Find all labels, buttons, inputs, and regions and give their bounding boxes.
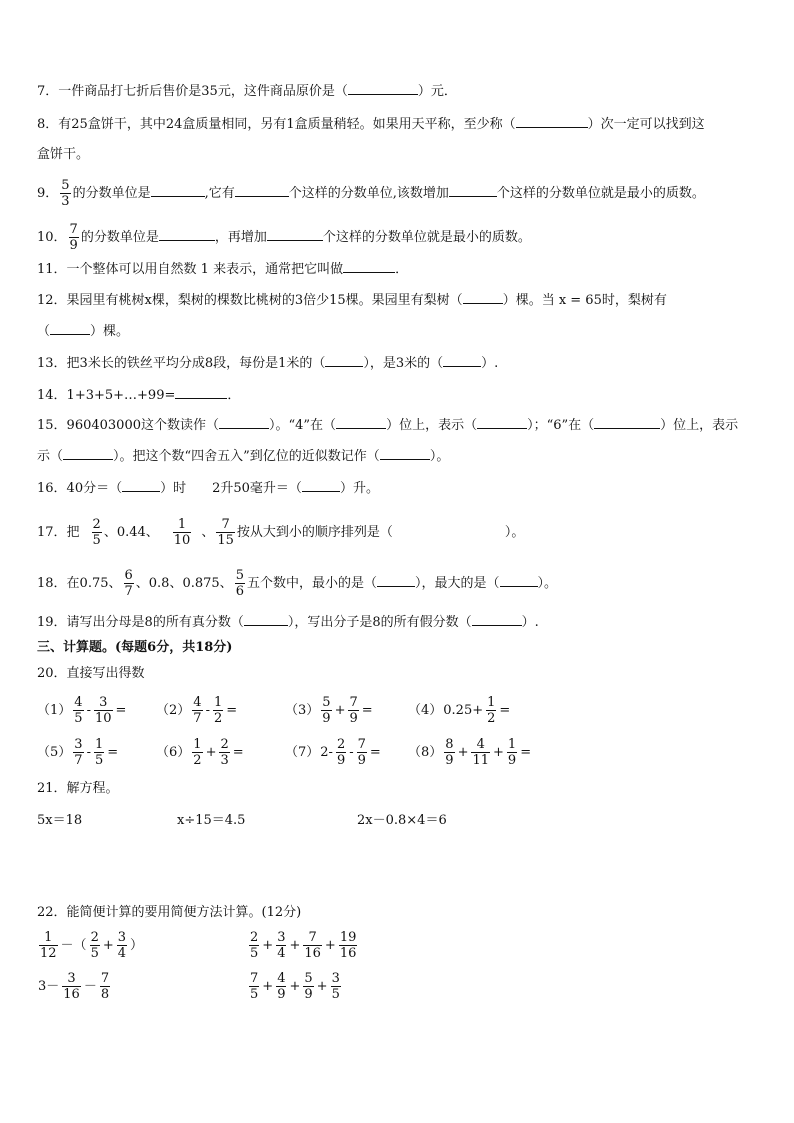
fraction: $\frac{1}{2}$ bbox=[213, 695, 223, 726]
fraction: $\frac{5}{3}$ bbox=[61, 178, 70, 209]
answer-blank[interactable] bbox=[267, 227, 323, 241]
mental-math-item: （8） $\frac{8}{9}$ + $\frac{4}{11}$ + $\frac{1}{9}$ = bbox=[408, 737, 532, 768]
question-15-line2: 示（ ）。把这个数“四舍五入”到亿位的近似数记作（ ）。 bbox=[37, 446, 449, 467]
question-13: 13．把3米长的铁丝平均分成8段，每份是1米的（ ），是3米的（ ）. bbox=[37, 353, 498, 374]
mental-math-item: （3） $\frac{5}{9}$ + $\frac{7}{9}$ = bbox=[285, 695, 373, 726]
mental-math-item: （2） $\frac{4}{7}$ - $\frac{1}{2}$ = bbox=[156, 695, 238, 726]
answer-blank[interactable] bbox=[50, 321, 90, 335]
equation-2: x÷15＝4.5 bbox=[177, 813, 246, 828]
calc-expression-2: $\frac{2}{5}$ + $\frac{3}{4}$ + $\frac{7}{16}$ + $\frac{19}{16}$ bbox=[250, 930, 357, 961]
question-12-line2: （ ）棵。 bbox=[37, 321, 129, 342]
answer-blank[interactable] bbox=[219, 415, 269, 429]
answer-blank[interactable] bbox=[377, 573, 415, 587]
fraction: $\frac{1}{5}$ bbox=[94, 737, 104, 768]
question-12: 12．果园里有桃树x棵，梨树的棵数比桃树的3倍少15棵。果园里有梨树（ ）棵。当 x = 65时，梨树有 bbox=[37, 290, 667, 311]
question-15: 15．960403000这个数读作（ ）。“4”在（ ）位上，表示（ ）；“6”在（ ）位上，表示 bbox=[37, 415, 738, 436]
question-7: 7．一件商品打七折后售价是35元，这件商品原价是（ ）元． bbox=[37, 81, 457, 102]
answer-blank[interactable] bbox=[380, 446, 430, 460]
question-9: 9． $\frac{5}{3}$ 的分数单位是 ,它有 个这样的分数单位,该数增加 个这样的分数单位就是最小的质数。 bbox=[37, 178, 705, 209]
fraction: $\frac{1}{10}$ bbox=[173, 517, 191, 548]
fraction: $\frac{2}{9}$ bbox=[336, 737, 346, 768]
answer-blank[interactable] bbox=[516, 114, 588, 128]
question-20-title: 20．直接写出得数 bbox=[37, 666, 145, 681]
answer-blank[interactable] bbox=[594, 415, 660, 429]
answer-blank[interactable] bbox=[244, 612, 288, 626]
answer-blank[interactable] bbox=[63, 446, 113, 460]
answer-blank[interactable] bbox=[477, 415, 527, 429]
question-10: 10． $\frac{7}{9}$ 的分数单位是 ，再增加 个这样的分数单位就是最小的质数。 bbox=[37, 222, 531, 253]
calc-expression-3: 3－ $\frac{3}{16}$ － $\frac{7}{8}$ bbox=[38, 971, 110, 1002]
fraction: $\frac{7}{15}$ bbox=[217, 517, 234, 548]
answer-blank[interactable] bbox=[302, 478, 340, 492]
answer-blank[interactable] bbox=[235, 183, 289, 197]
question-8-line2: 盒饼干。 bbox=[37, 147, 90, 162]
answer-blank[interactable] bbox=[122, 478, 160, 492]
fraction: $\frac{5}{6}$ bbox=[235, 568, 244, 599]
answer-blank[interactable] bbox=[325, 353, 363, 367]
mental-math-item: （5） $\frac{3}{7}$ - $\frac{1}{5}$ = bbox=[37, 737, 119, 768]
answer-blank[interactable] bbox=[343, 259, 395, 273]
section-heading: 三、计算题。(每题6分，共18分) bbox=[37, 640, 233, 655]
answer-blank[interactable] bbox=[348, 81, 418, 95]
answer-blank[interactable] bbox=[443, 353, 481, 367]
equation-1: 5x＝18 bbox=[37, 813, 83, 828]
fraction: $\frac{1}{2}$ bbox=[193, 737, 202, 768]
answer-blank[interactable] bbox=[175, 385, 227, 399]
calc-expression-4: $\frac{7}{5}$ + $\frac{4}{9}$ + $\frac{5}{9}$ + $\frac{3}{5}$ bbox=[250, 971, 340, 1002]
answer-blank[interactable] bbox=[449, 183, 497, 197]
fraction: $\frac{7}{9}$ bbox=[69, 222, 78, 253]
calc-expression-1: $\frac{1}{12}$ －（ $\frac{2}{5}$ + $\frac{3}{4}$ ） bbox=[40, 930, 144, 961]
question-19: 19．请写出分母是8的所有真分数（ ），写出分子是8的所有假分数（ ）. bbox=[37, 612, 539, 633]
fraction: $\frac{2}{3}$ bbox=[220, 737, 229, 768]
answer-blank[interactable] bbox=[463, 290, 503, 304]
fraction: $\frac{4}{11}$ bbox=[472, 737, 490, 768]
mental-math-item: （6） $\frac{1}{2}$ + $\frac{2}{3}$ = bbox=[156, 737, 244, 768]
answer-blank[interactable] bbox=[159, 227, 215, 241]
question-14: 14．1+3+5+…+99= ． bbox=[37, 385, 240, 406]
question-8: 8．有25盒饼干，其中24盒质量相同，另有1盒质量稍轻。如果用天平称，至少称（ ）次一定可以找到这 bbox=[37, 114, 705, 135]
mental-math-item: （7）2- $\frac{2}{9}$ - $\frac{7}{9}$ = bbox=[285, 737, 381, 768]
answer-blank[interactable] bbox=[500, 573, 538, 587]
answer-blank[interactable] bbox=[472, 612, 522, 626]
fraction: $\frac{7}{9}$ bbox=[357, 737, 366, 768]
fraction: $\frac{5}{9}$ bbox=[322, 695, 331, 726]
fraction: $\frac{4}{7}$ bbox=[193, 695, 202, 726]
fraction: $\frac{6}{7}$ bbox=[124, 568, 133, 599]
answer-blank[interactable] bbox=[336, 415, 386, 429]
fraction: $\frac{1}{2}$ bbox=[487, 695, 496, 726]
fraction: $\frac{3}{7}$ bbox=[74, 737, 83, 768]
answer-blank[interactable] bbox=[151, 183, 205, 197]
fraction: $\frac{7}{9}$ bbox=[349, 695, 358, 726]
mental-math-item: （4）0.25+ $\frac{1}{2}$ = bbox=[408, 695, 511, 726]
question-21-title: 21．解方程。 bbox=[37, 781, 119, 796]
fraction: $\frac{3}{10}$ bbox=[94, 695, 112, 726]
question-22-title: 22．能简便计算的要用简便方法计算。(12分) bbox=[37, 905, 302, 920]
fraction: $\frac{2}{5}$ bbox=[92, 517, 101, 548]
fraction: $\frac{4}{5}$ bbox=[74, 695, 83, 726]
question-11: 11．一个整体可以用自然数 1 来表示，通常把它叫做 ． bbox=[37, 259, 408, 280]
fraction: $\frac{1}{9}$ bbox=[507, 737, 517, 768]
question-18: 18．在0.75、 $\frac{6}{7}$ 、0.8、0.875、 $\frac{5}{6}$ 五个数中，最小的是（ ），最大的是（ ）。 bbox=[37, 568, 558, 599]
question-16: 16．40分＝（ ）时 2升50毫升＝（ ）升。 bbox=[37, 478, 379, 499]
equation-3: 2x－0.8×4＝6 bbox=[357, 813, 447, 828]
mental-math-item: （1） $\frac{4}{5}$ - $\frac{3}{10}$ = bbox=[37, 695, 127, 726]
fraction: $\frac{8}{9}$ bbox=[445, 737, 454, 768]
question-17: 17．把 $\frac{2}{5}$ 、0.44、 $\frac{1}{10}$ 、 $\frac{7}{15}$ 按从大到小的顺序排列是（ ）。 bbox=[37, 517, 525, 548]
